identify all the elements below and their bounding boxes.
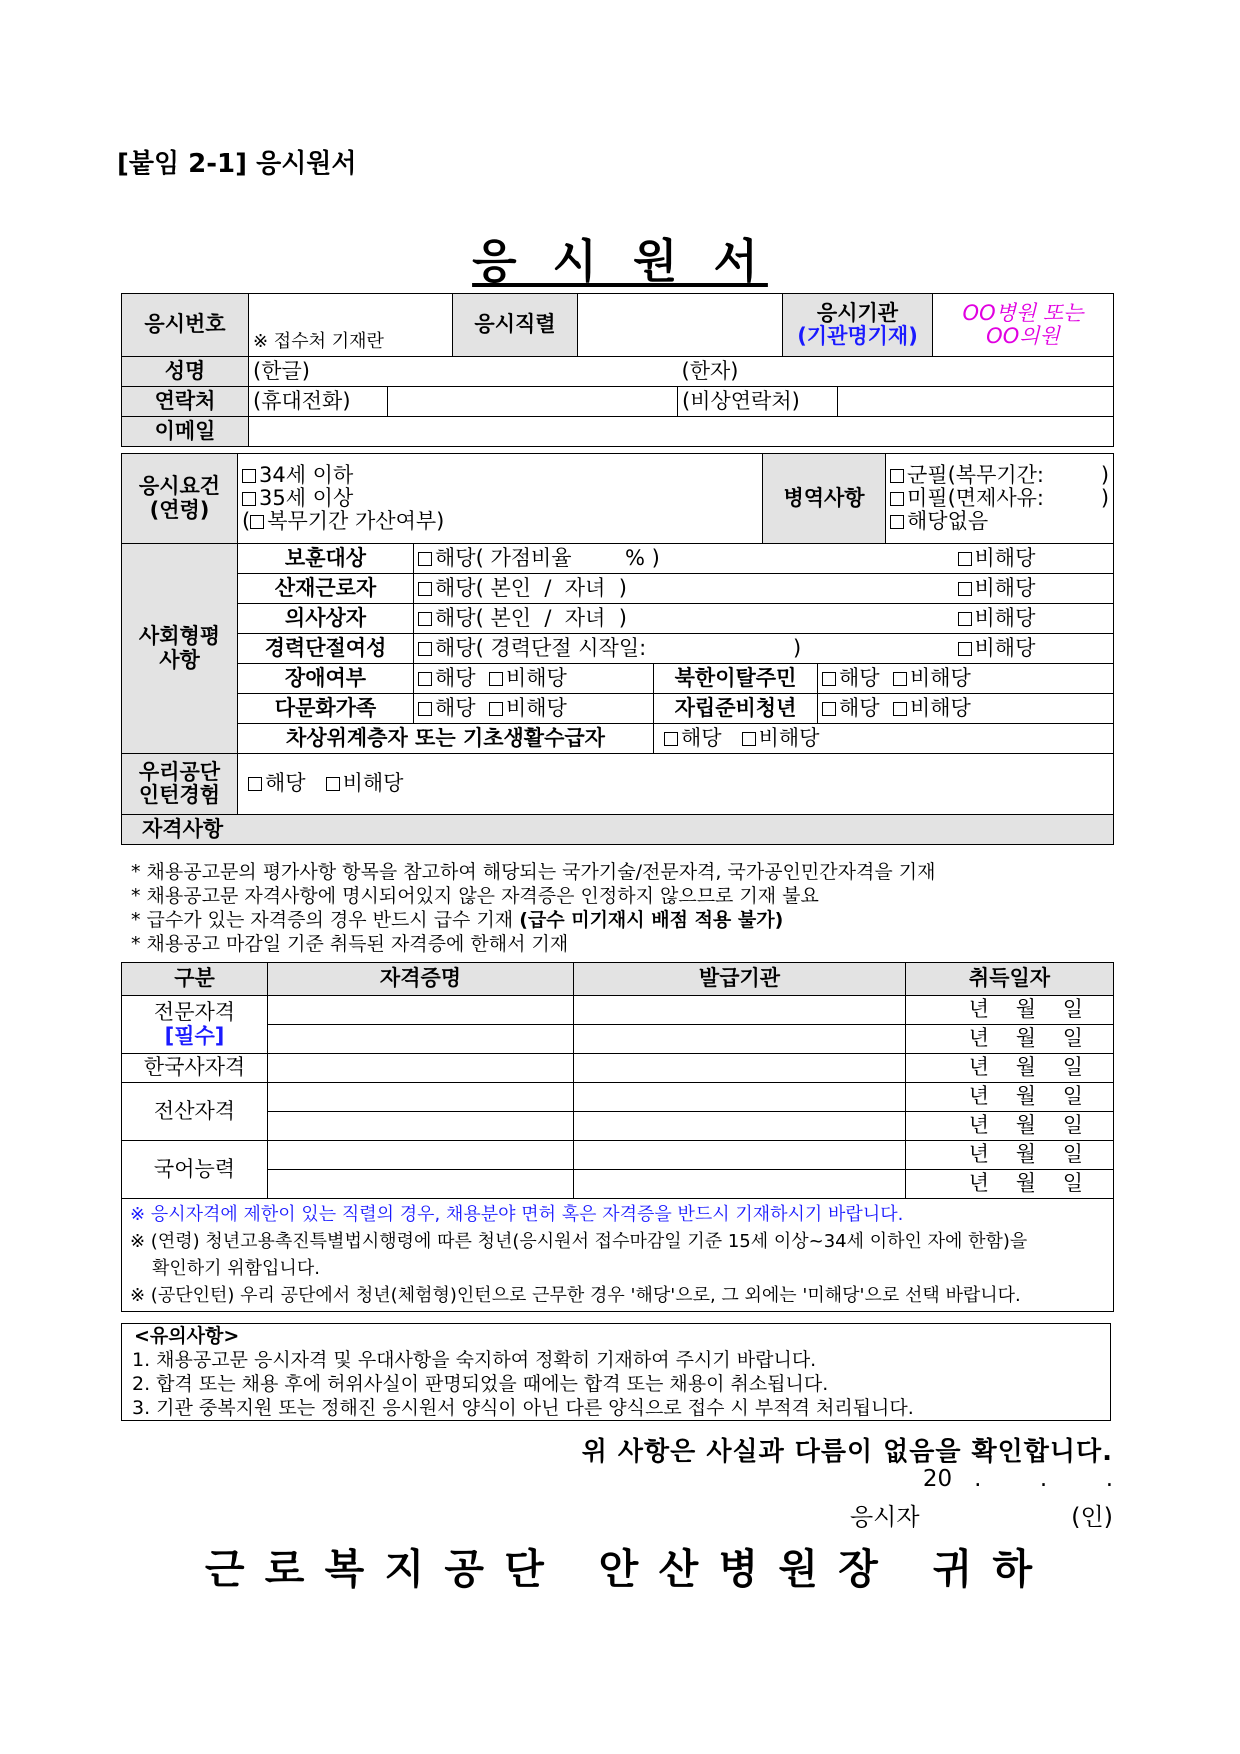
issuer-field[interactable]	[574, 996, 906, 1025]
day-label: 일	[1062, 1084, 1083, 1109]
no-label: 비해당	[909, 695, 971, 720]
mobile-field[interactable]	[388, 387, 678, 417]
defector-yes-checkbox[interactable]	[822, 672, 836, 686]
cert-name-field[interactable]	[268, 1025, 574, 1054]
defector-no-checkbox[interactable]	[893, 672, 907, 686]
mil-done-paren: )	[1100, 462, 1110, 487]
receipt-note: ※ 접수처 기재란	[253, 331, 384, 353]
disability-no-checkbox[interactable]	[489, 672, 503, 686]
intern-label-1: 우리공단	[138, 759, 221, 784]
year-label: 년	[968, 1084, 989, 1109]
age34-label: 34세 이하	[259, 462, 354, 487]
email-field[interactable]	[249, 417, 1114, 447]
warn-note: ※ 응시자격에 제한이 있는 직렬의 경우, 채용분야 면허 혹은 자격증을 반드시 기재하시기 바랍니다.	[130, 1204, 904, 1225]
name-kr-label: (한글)	[253, 358, 310, 383]
caution-item: 1. 채용공고문 응시자격 및 우대사항을 숙지하여 정확히 기재하여 주시기 바랍니다.	[132, 1349, 817, 1371]
caution-box	[121, 1323, 1111, 1421]
month-label: 월	[1015, 1113, 1036, 1138]
defector-label: 북한이탈주민	[654, 664, 818, 694]
youth-yes-checkbox[interactable]	[822, 702, 836, 716]
mil-na-checkbox[interactable]	[890, 515, 904, 529]
social-equity-table	[121, 543, 1114, 845]
mil-exempt-paren: )	[1100, 485, 1110, 510]
year-label: 년	[968, 997, 989, 1022]
day-label: 일	[1062, 1055, 1083, 1080]
qual-note: * 급수가 있는 자격증의 경우 반드시 급수 기재	[131, 909, 514, 931]
applicant-info-table	[121, 293, 1114, 357]
age-note-2: 확인하기 위함입니다.	[152, 1258, 320, 1279]
agency-value-1: OO병원 또는	[962, 300, 1084, 325]
date-field[interactable]	[906, 1054, 1114, 1083]
year-label: 년	[968, 1113, 989, 1138]
month-label: 월	[1015, 1084, 1036, 1109]
age35-label: 35세 이상	[259, 485, 354, 510]
issuer-field[interactable]	[574, 1112, 906, 1141]
veteran-no-checkbox[interactable]	[958, 552, 972, 566]
cert-name-field[interactable]	[268, 1112, 574, 1141]
qual-note-bold: (급수 미기재시 배점 적용 불가)	[519, 909, 784, 931]
year-label: 년	[968, 1055, 989, 1080]
col-header: 취득일자	[906, 963, 1114, 996]
mil-done-label: 군필(복무기간:	[907, 462, 1044, 487]
emergency-label: (비상연락처)	[678, 387, 838, 417]
disability-label: 장애여부	[238, 664, 414, 694]
mil-done-checkbox[interactable]	[890, 469, 904, 483]
form-title: 응 시 원 서	[472, 234, 768, 288]
position-field[interactable]	[578, 294, 783, 357]
social-label-2: 사항	[159, 647, 200, 672]
day-label: 일	[1062, 1026, 1083, 1051]
lang-label: 국어능력	[122, 1141, 268, 1199]
date-field[interactable]	[906, 1083, 1114, 1112]
day-label: 일	[1062, 1113, 1083, 1138]
service-bonus-checkbox[interactable]	[250, 515, 264, 529]
pro-required: [필수]	[164, 1023, 225, 1048]
no-label: 비해당	[505, 665, 567, 690]
attachment-title: [붙임 2-1] 응시원서	[117, 149, 357, 179]
career-break-yes-checkbox[interactable]	[418, 642, 432, 656]
year-label: 년	[968, 1171, 989, 1196]
date-field[interactable]	[906, 1112, 1114, 1141]
caution-title: <유의사항>	[134, 1325, 240, 1347]
year-label: 년	[968, 1026, 989, 1051]
seal-label: (인)	[1071, 1503, 1113, 1531]
career-break-yes-label: 해당( 경력단절 시작일: )	[435, 635, 802, 660]
intern-note: ※ (공단인턴) 우리 공단에서 청년(체험형)인턴으로 근무한 경우 '해당'으로, 그 외에는 '미해당'으로 선택 바랍니다.	[130, 1285, 1021, 1306]
qualification-table	[121, 962, 1114, 1312]
social-label-1: 사회형평	[138, 624, 221, 649]
qual-note: * 채용공고문 자격사항에 명시되어있지 않은 자격증은 인정하지 않으므로 기재 불요	[131, 885, 819, 907]
confirm-statement: 위 사항은 사실과 다름이 없음을 확인합니다.	[581, 1437, 1113, 1467]
service-bonus-label: 복무기간 가산여부)	[267, 509, 445, 534]
qual-note: * 채용공고 마감일 기준 취득된 자격증에 한해서 기재	[131, 933, 569, 955]
month-label: 월	[1015, 1171, 1036, 1196]
qual-note: * 채용공고문의 평가사항 항목을 참고하여 해당되는 국가기술/전문자격, 국가공인민간자격을 기재	[131, 861, 936, 883]
age-note-1: ※ (연령) 청년고용촉진특별법시행령에 따른 청년(응시원서 접수마감일 기준 15세 이상~34세 이하인 자에 한함)을	[130, 1231, 1028, 1252]
military-options	[886, 454, 1114, 544]
multicultural-label: 다문화가족	[238, 694, 414, 724]
day-label: 일	[1062, 1142, 1083, 1167]
veteran-yes-checkbox[interactable]	[418, 552, 432, 566]
career-break-no-label: 비해당	[974, 635, 1036, 660]
no-label: 비해당	[505, 695, 567, 720]
age34-checkbox[interactable]	[242, 469, 256, 483]
mil-exempt-checkbox[interactable]	[890, 492, 904, 506]
it-label: 전산자격	[122, 1083, 268, 1141]
day-label: 일	[1062, 1171, 1083, 1196]
position-label: 응시직렬	[453, 294, 578, 357]
pro-label: 전문자격	[153, 1000, 236, 1025]
mil-na-label: 해당없음	[907, 509, 989, 534]
veteran-no-label: 비해당	[974, 545, 1036, 570]
date-field[interactable]	[906, 1025, 1114, 1054]
no-label: 비해당	[758, 725, 820, 750]
social-row-name: 산재근로자	[238, 574, 414, 604]
req-label-2: (연령)	[149, 497, 210, 522]
intern-yes-checkbox[interactable]	[248, 777, 262, 791]
intern-no-checkbox[interactable]	[326, 777, 340, 791]
cert-name-field[interactable]	[268, 1083, 574, 1112]
month-label: 월	[1015, 1142, 1036, 1167]
month-label: 월	[1015, 1055, 1036, 1080]
name-kr-field[interactable]	[249, 357, 678, 387]
name-label: 성명	[122, 357, 249, 387]
righteous-yes-checkbox[interactable]	[418, 612, 432, 626]
name-cn-label: (한자)	[681, 358, 739, 383]
intern-yes-label: 해당	[265, 771, 306, 796]
col-header: 발급기관	[574, 963, 906, 996]
issuer-field[interactable]	[574, 1025, 906, 1054]
yes-label: 해당	[681, 725, 722, 750]
applicant-label: 응시자	[850, 1503, 920, 1531]
nextlowest-label: 차상위계층자 또는 기초생활수급자	[238, 724, 654, 754]
cert-name-field[interactable]	[268, 996, 574, 1025]
exam-no-field[interactable]	[249, 294, 453, 357]
career-break-no-checkbox[interactable]	[958, 642, 972, 656]
intern-label-2: 인턴경험	[138, 783, 221, 807]
addressee: 근 로 복 지 공 단 안 산 병 원 장 귀 하	[204, 1545, 1036, 1593]
req-options	[238, 454, 763, 544]
agency-value-2: OO의원	[986, 324, 1060, 348]
date-line: 20 . . .	[922, 1466, 1113, 1492]
multicultural-no-checkbox[interactable]	[489, 702, 503, 716]
agency-label: 응시기관	[816, 300, 899, 325]
caution-item: 2. 합격 또는 채용 후에 허위사실이 판명되었을 때에는 합격 또는 채용이 취소됩니다.	[132, 1373, 829, 1395]
nextlowest-no-checkbox[interactable]	[742, 732, 756, 746]
day-label: 일	[1062, 997, 1083, 1022]
social-row-name: 경력단절여성	[238, 634, 414, 664]
age35-checkbox[interactable]	[242, 492, 256, 506]
issuer-field[interactable]	[574, 1054, 906, 1083]
social-row-name: 보훈대상	[238, 544, 414, 574]
history-label: 한국사자격	[122, 1054, 268, 1083]
col-header: 자격증명	[268, 963, 574, 996]
applicant-contact-table	[121, 356, 1114, 447]
cert-name-field[interactable]	[268, 1170, 574, 1199]
contact-label: 연락처	[122, 387, 249, 417]
date-field[interactable]	[906, 1170, 1114, 1199]
disability-yes-checkbox[interactable]	[418, 672, 432, 686]
industrial-yes-label: 해당( 본인 / 자녀 )	[435, 575, 627, 600]
issuer-field[interactable]	[574, 1170, 906, 1199]
date-field[interactable]	[906, 996, 1114, 1025]
year-label: 년	[968, 1142, 989, 1167]
yes-label: 해당	[839, 695, 880, 720]
service-paren: (	[242, 509, 251, 534]
req-label-1: 응시요건	[138, 474, 221, 499]
veteran-yes-label: 해당( 가점비율 % )	[435, 545, 660, 570]
yes-label: 해당	[435, 665, 476, 690]
mil-exempt-label: 미필(면제사유:	[907, 485, 1044, 510]
nextlowest-yes-checkbox[interactable]	[664, 732, 678, 746]
email-label: 이메일	[122, 417, 249, 447]
name-cn-field[interactable]	[678, 357, 1114, 387]
industrial-no-checkbox[interactable]	[958, 582, 972, 596]
military-label: 병역사항	[763, 454, 886, 544]
date-field[interactable]	[906, 1141, 1114, 1170]
yes-label: 해당	[839, 665, 880, 690]
yes-label: 해당	[435, 695, 476, 720]
multicultural-yes-checkbox[interactable]	[418, 702, 432, 716]
mobile-label: (휴대전화)	[249, 387, 388, 417]
cert-name-field[interactable]	[268, 1054, 574, 1083]
month-label: 월	[1015, 1026, 1036, 1051]
righteous-no-checkbox[interactable]	[958, 612, 972, 626]
requirements-table	[121, 453, 1114, 544]
col-header: 구분	[122, 963, 268, 996]
industrial-yes-checkbox[interactable]	[418, 582, 432, 596]
industrial-no-label: 비해당	[974, 575, 1036, 600]
youth-label: 자립준비청년	[654, 694, 818, 724]
intern-no-label: 비해당	[342, 771, 404, 796]
exam-no-label: 응시번호	[122, 294, 249, 357]
qual-notes	[131, 857, 1111, 953]
righteous-no-label: 비해당	[974, 605, 1036, 630]
caution-item: 3. 기관 중복지원 또는 정해진 응시원서 양식이 아닌 다른 양식으로 접수 시 부적격 처리됩니다.	[132, 1397, 914, 1419]
qual-label: 자격사항	[122, 815, 1114, 845]
no-label: 비해당	[909, 665, 971, 690]
righteous-yes-label: 해당( 본인 / 자녀 )	[435, 605, 627, 630]
social-row-name: 의사상자	[238, 604, 414, 634]
cert-name-field[interactable]	[268, 1141, 574, 1170]
emergency-field[interactable]	[838, 387, 1114, 417]
agency-sub: (기관명기재)	[797, 324, 918, 348]
youth-no-checkbox[interactable]	[893, 702, 907, 716]
issuer-field[interactable]	[574, 1141, 906, 1170]
issuer-field[interactable]	[574, 1083, 906, 1112]
month-label: 월	[1015, 997, 1036, 1022]
